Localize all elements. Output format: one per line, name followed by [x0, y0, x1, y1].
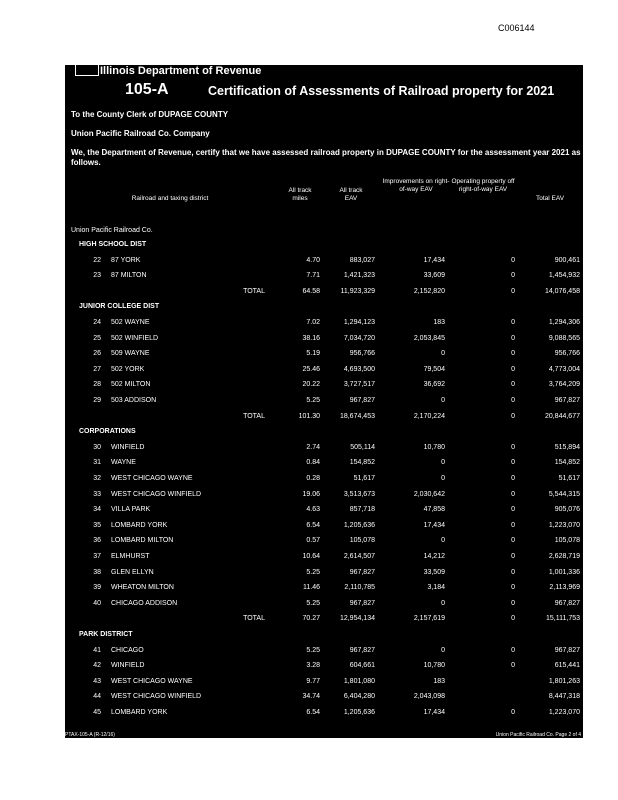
operating-eav: 0: [511, 459, 515, 467]
improvements-eav: 183: [433, 677, 445, 685]
track-eav: 7,034,720: [343, 334, 375, 342]
track-miles: 0.84: [306, 459, 320, 467]
improvements-eav: 17,434: [423, 256, 445, 264]
column-header-improvements: Improvements on right-of-way EAV: [382, 178, 450, 193]
total-operating-eav: 0: [511, 412, 515, 420]
operating-eav: 0: [511, 397, 515, 404]
district-name: 503 ADDISON: [111, 397, 157, 404]
total-eav: 4,773,004: [548, 365, 580, 373]
operating-eav: 0: [511, 662, 515, 670]
total-eav: 2,113,969: [549, 584, 580, 592]
certification-statement: We, the Department of Revenue, certify that we have assessed railroad property in DUPAGE COUNTY for the assessment year 2021 as follows.: [71, 148, 581, 167]
improvements-eav: 2,053,845: [413, 334, 445, 342]
operating-eav: 0: [511, 584, 515, 592]
district-name: WEST CHICAGO WAYNE: [111, 475, 193, 482]
total-eav: 967,827: [554, 646, 580, 654]
operating-eav: 0: [511, 646, 515, 654]
row-number: 38: [93, 568, 101, 576]
row-number: 30: [93, 443, 101, 451]
track-eav: 1,801,080: [343, 677, 375, 685]
improvements-eav: 0: [441, 537, 445, 545]
district-name: CHICAGO: [111, 646, 144, 654]
page-footer: Union Pacific Railroad Co. Page 2 of 4: [495, 732, 581, 738]
track-miles: 5.25: [306, 599, 320, 607]
track-eav: 1,421,323: [343, 272, 375, 280]
total-eav: 3,764,209: [548, 381, 580, 389]
improvements-eav: 33,509: [423, 568, 445, 576]
improvements-eav: 183: [433, 319, 445, 326]
track-eav: 967,827: [349, 599, 375, 607]
total-track-eav: 12,954,134: [339, 615, 375, 623]
row-number: 39: [93, 584, 101, 592]
district-name: 502 YORK: [111, 365, 145, 373]
operating-eav: 0: [511, 350, 515, 358]
total-eav: 1,223,070: [548, 521, 580, 529]
total-eav: 51,617: [558, 475, 580, 482]
track-eav: 857,718: [349, 506, 375, 514]
total-eav: 515,894: [554, 443, 580, 451]
total-eav: 1,801,263: [548, 677, 580, 685]
district-name: LOMBARD YORK: [111, 709, 168, 716]
column-header-district: Railroad and taxing district: [131, 195, 209, 202]
row-number: 29: [93, 397, 101, 404]
track-miles: 25.46: [302, 365, 320, 373]
track-miles: 9.77: [306, 677, 320, 685]
improvements-eav: 10,780: [423, 443, 445, 451]
row-number: 45: [93, 709, 101, 716]
improvements-eav: 36,692: [423, 381, 445, 389]
track-eav: 1,294,123: [343, 319, 375, 326]
operating-eav: 0: [511, 319, 515, 326]
total-eav: 8,447,318: [548, 693, 580, 701]
district-name: LOMBARD YORK: [111, 521, 168, 529]
track-eav: 4,693,500: [343, 365, 375, 373]
track-miles: 6.54: [306, 521, 320, 529]
track-eav: 956,766: [349, 350, 375, 358]
district-name: GLEN ELLYN: [111, 568, 154, 576]
addressee-line: To the County Clerk of DUPAGE COUNTY: [71, 110, 229, 119]
operating-eav: 0: [511, 537, 515, 545]
total-eav: 956,766: [554, 350, 580, 358]
improvements-eav: 2,030,642: [413, 490, 445, 498]
improvements-eav: 0: [441, 646, 445, 654]
improvements-eav: 17,434: [423, 709, 445, 716]
row-number: 31: [93, 459, 101, 467]
total-label: TOTAL: [243, 287, 265, 295]
track-eav: 1,205,636: [343, 521, 375, 529]
row-number: 36: [93, 537, 101, 545]
total-operating-eav: 0: [511, 615, 515, 623]
track-miles: 0.28: [306, 475, 320, 482]
section-heading: HIGH SCHOOL DIST: [79, 241, 147, 248]
total-eav: 1,001,336: [548, 568, 580, 576]
track-miles: 38.16: [302, 334, 320, 342]
track-eav: 1,205,636: [343, 709, 375, 716]
track-miles: 20.22: [302, 381, 320, 389]
track-eav: 604,661: [349, 662, 375, 670]
row-number: 35: [93, 521, 101, 529]
improvements-eav: 0: [441, 599, 445, 607]
total-operating-eav: 0: [511, 287, 515, 295]
total-eav: 105,078: [554, 537, 580, 545]
operating-eav: 0: [511, 334, 515, 342]
operating-eav: 0: [511, 475, 515, 482]
track-miles: 10.64: [302, 553, 320, 560]
track-miles: 2.74: [306, 443, 320, 451]
total-track-eav: 11,923,329: [340, 287, 375, 295]
operating-eav: 0: [511, 443, 515, 451]
total-eav: 154,852: [554, 459, 580, 467]
row-number: 27: [93, 365, 101, 373]
row-number: 43: [93, 677, 101, 685]
operating-eav: 0: [511, 568, 515, 576]
improvements-eav: 14,212: [423, 553, 445, 560]
row-number: 37: [93, 553, 101, 560]
grand-total-eav: 15,111,753: [546, 615, 580, 623]
total-improvements-eav: 2,170,224: [413, 412, 445, 420]
district-name: WINFIELD: [111, 443, 145, 451]
form-footer: PTAX-105-A (R-12/16): [65, 732, 115, 738]
track-eav: 154,852: [349, 459, 375, 467]
improvements-eav: 0: [441, 397, 445, 404]
track-miles: 6.54: [306, 709, 320, 716]
track-miles: 19.06: [302, 490, 320, 498]
operating-eav: 0: [511, 553, 515, 560]
track-miles: 34.74: [302, 693, 320, 701]
track-eav: 967,827: [349, 397, 375, 404]
grand-total-eav: 14,076,458: [544, 287, 580, 295]
improvements-eav: 0: [441, 350, 445, 358]
track-eav: 51,617: [353, 475, 375, 482]
total-track-eav: 18,674,453: [339, 412, 375, 420]
total-improvements-eav: 2,152,820: [413, 287, 445, 295]
department-name: Illinois Department of Revenue: [100, 65, 262, 77]
district-name: 87 YORK: [111, 256, 141, 264]
operating-eav: 0: [511, 272, 515, 280]
certification-sheet: [65, 65, 583, 738]
district-name: 87 MILTON: [111, 272, 147, 280]
total-eav: 1,454,932: [548, 272, 580, 280]
row-number: 42: [93, 662, 101, 670]
total-label: TOTAL: [243, 412, 265, 420]
state-logo-icon: [75, 65, 99, 76]
improvements-eav: 0: [441, 459, 445, 467]
track-miles: 5.25: [306, 397, 320, 404]
track-eav: 6,404,280: [343, 693, 375, 701]
district-name: WEST CHICAGO WINFIELD: [111, 693, 202, 701]
improvements-eav: 79,504: [423, 365, 445, 373]
row-number: 33: [93, 490, 101, 498]
total-track-miles: 70.27: [302, 615, 320, 623]
improvements-eav: 2,043,098: [413, 693, 445, 701]
row-number: 44: [93, 693, 101, 701]
track-miles: 7.02: [306, 319, 320, 326]
district-name: CHICAGO ADDISON: [111, 599, 178, 607]
grand-total-eav: 20,844,677: [544, 412, 580, 420]
form-number: 105-A: [125, 81, 169, 98]
total-eav: 967,827: [554, 599, 580, 607]
company-line: Union Pacific Railroad Co. Company: [71, 129, 210, 138]
track-miles: 5.19: [306, 350, 320, 358]
track-eav: 3,513,673: [343, 490, 375, 498]
row-number: 41: [93, 646, 101, 654]
total-eav: 615,441: [554, 662, 580, 670]
track-miles: 11.46: [303, 584, 320, 592]
total-track-miles: 101.30: [298, 412, 320, 420]
district-name: WINFIELD: [111, 662, 145, 670]
column-header-operating: Operating property off right-of-way EAV: [451, 178, 515, 193]
row-number: 32: [93, 475, 101, 482]
district-name: VILLA PARK: [111, 506, 151, 514]
section-heading: CORPORATIONS: [79, 428, 136, 436]
document-id: C006144: [498, 23, 535, 33]
district-name: 502 WINFIELD: [111, 334, 159, 342]
total-eav: 1,294,306: [548, 319, 580, 326]
district-name: ELMHURST: [111, 553, 150, 560]
total-eav: 2,628,719: [548, 553, 580, 560]
improvements-eav: 17,434: [423, 521, 445, 529]
improvements-eav: 3,184: [427, 584, 445, 592]
row-number: 40: [93, 599, 101, 607]
district-name: WEST CHICAGO WAYNE: [111, 677, 193, 685]
section-heading: JUNIOR COLLEGE DIST: [79, 303, 160, 311]
operating-eav: 0: [511, 506, 515, 514]
track-miles: 0.57: [306, 537, 320, 545]
row-number: 28: [93, 381, 101, 389]
operating-eav: 0: [511, 365, 515, 373]
railroad-name: Union Pacific Railroad Co.: [71, 227, 153, 234]
row-number: 25: [93, 334, 101, 342]
operating-eav: 0: [511, 256, 515, 264]
total-eav: 9,088,565: [548, 334, 580, 342]
track-eav: 2,110,785: [344, 584, 375, 592]
column-header-total: Total EAV: [535, 195, 565, 202]
section-heading: PARK DISTRICT: [79, 631, 133, 638]
row-number: 22: [93, 256, 101, 264]
total-label: TOTAL: [243, 615, 265, 623]
operating-eav: 0: [511, 381, 515, 389]
district-name: 509 WAYNE: [111, 350, 150, 358]
improvements-eav: 33,609: [423, 272, 445, 280]
total-eav: 967,827: [554, 397, 580, 404]
track-eav: 3,727,517: [343, 381, 375, 389]
column-header-miles: All track miles: [288, 187, 312, 202]
track-miles: 7.71: [306, 272, 320, 280]
track-miles: 5.25: [306, 568, 320, 576]
track-miles: 3.28: [306, 662, 320, 670]
district-name: WHEATON MILTON: [111, 584, 174, 592]
row-number: 23: [93, 272, 101, 280]
operating-eav: 0: [511, 521, 515, 529]
column-header-eav: All track EAV: [339, 187, 363, 202]
track-miles: 4.63: [306, 506, 320, 514]
form-title: Certification of Assessments of Railroad property for 2021: [208, 84, 555, 98]
operating-eav: 0: [511, 709, 515, 716]
track-eav: 883,027: [349, 256, 375, 264]
track-miles: 5.25: [306, 646, 320, 654]
improvements-eav: 47,858: [423, 506, 445, 514]
track-eav: 2,614,507: [343, 553, 375, 560]
track-eav: 967,827: [349, 646, 375, 654]
track-eav: 105,078: [349, 537, 375, 545]
track-miles: 4.70: [306, 256, 320, 264]
row-number: 34: [93, 506, 101, 514]
row-number: 26: [93, 350, 101, 358]
track-eav: 505,114: [350, 443, 375, 451]
district-name: 502 MILTON: [111, 381, 151, 389]
district-name: WEST CHICAGO WINFIELD: [111, 490, 202, 498]
total-eav: 1,223,070: [548, 709, 580, 716]
district-name: 502 WAYNE: [111, 319, 150, 326]
operating-eav: 0: [511, 490, 515, 498]
improvements-eav: 10,780: [423, 662, 445, 670]
total-eav: 5,544,315: [548, 490, 580, 498]
total-improvements-eav: 2,157,619: [413, 615, 445, 623]
total-eav: 905,076: [554, 506, 580, 514]
improvements-eav: 0: [441, 475, 445, 482]
total-track-miles: 64.58: [302, 287, 320, 295]
row-number: 24: [93, 319, 101, 326]
operating-eav: 0: [511, 599, 515, 607]
track-eav: 967,827: [349, 568, 375, 576]
total-eav: 900,461: [554, 256, 580, 264]
district-name: LOMBARD MILTON: [111, 537, 174, 545]
district-name: WAYNE: [111, 459, 136, 467]
